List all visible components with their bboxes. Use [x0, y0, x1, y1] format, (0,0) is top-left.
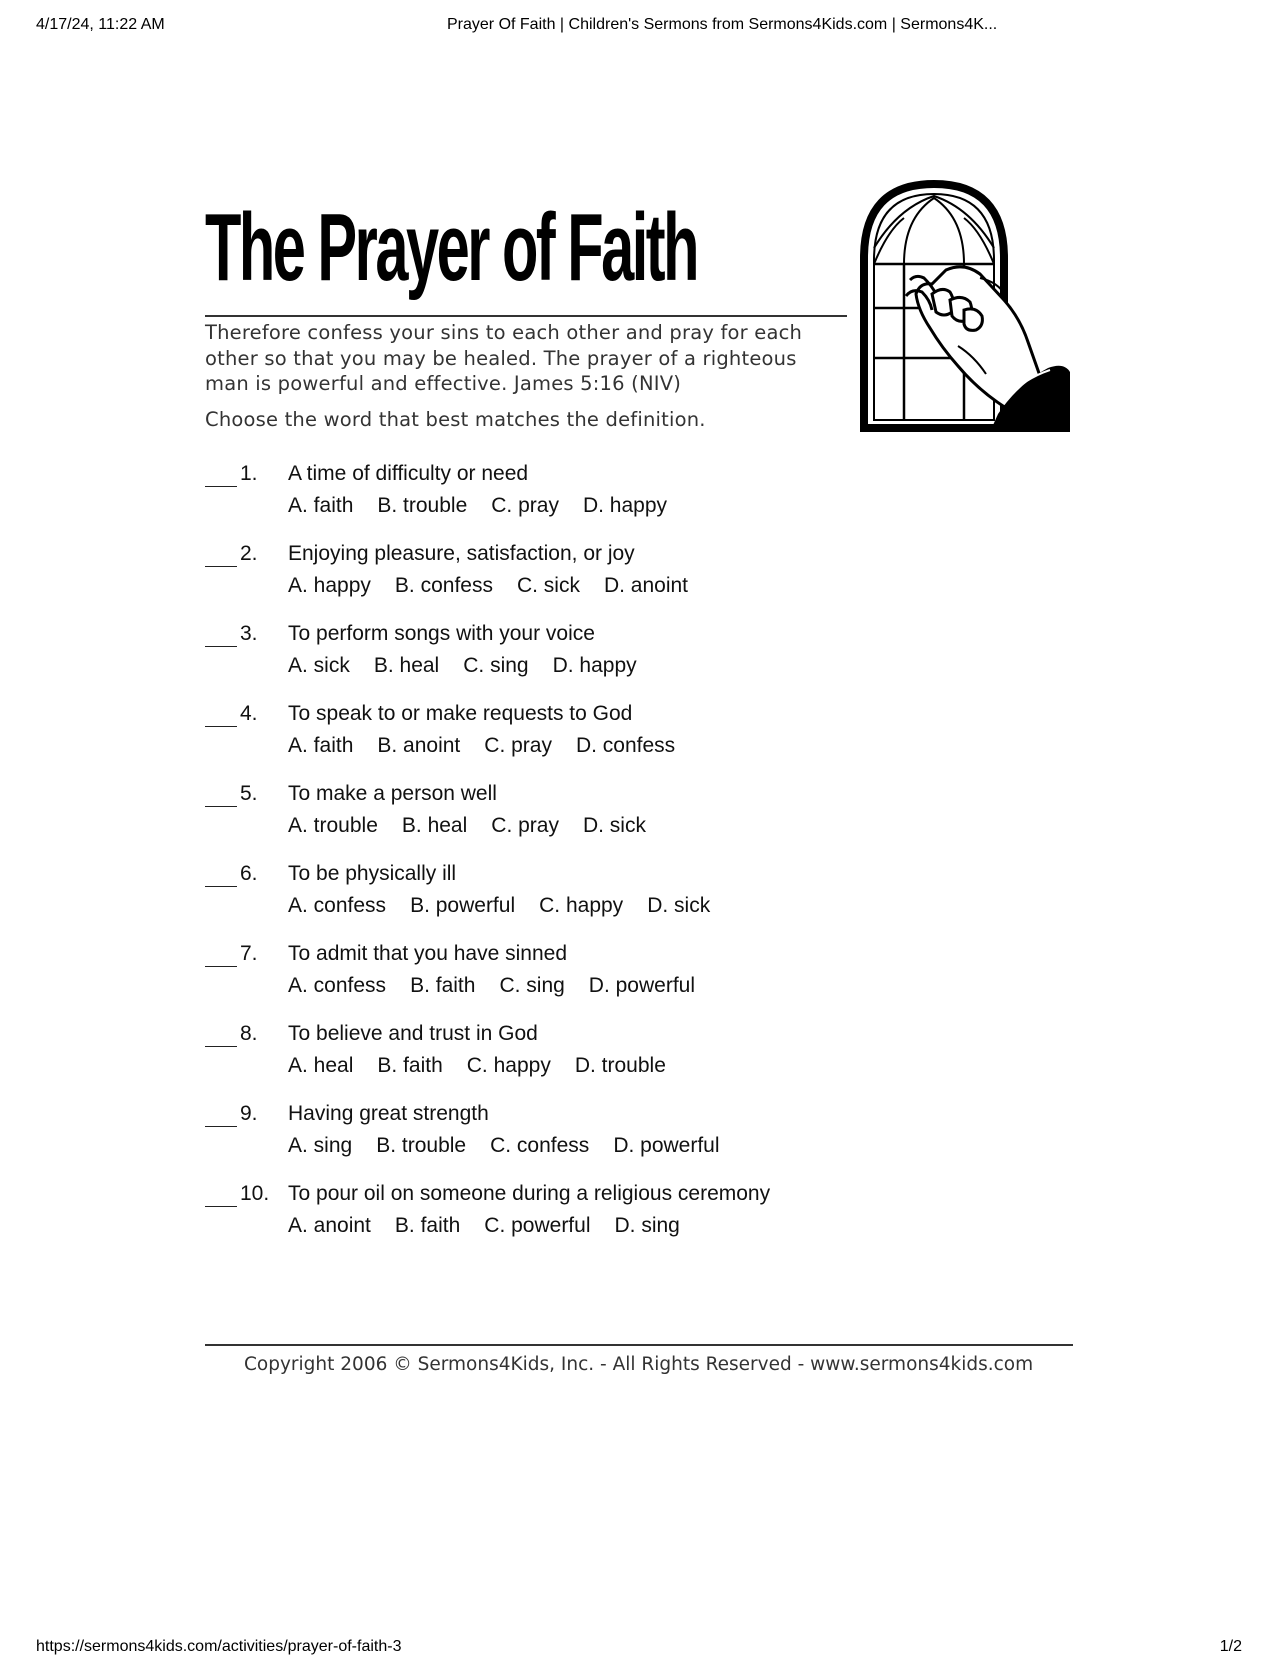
question-item: [205, 780, 905, 860]
choice-c: C. happy: [539, 894, 624, 917]
print-page-title: Prayer Of Faith | Children's Sermons from Sermons4Kids.com | Sermons4K...: [447, 16, 998, 33]
choice-c: C. powerful: [484, 1214, 591, 1237]
question-prompt: A time of difficulty or need: [288, 462, 529, 485]
question-prompt: Enjoying pleasure, satisfaction, or joy: [288, 542, 635, 565]
copyright-notice: Copyright 2006 © Sermons4Kids, Inc. - All Rights Reserved - www.sermons4kids.com: [244, 1354, 1034, 1375]
answer-choices: [288, 574, 688, 598]
page-indicator: 1/2: [1219, 1638, 1242, 1655]
answer-blank[interactable]: [205, 806, 237, 807]
answer-choices: [288, 814, 646, 838]
choice-d: D. powerful: [588, 974, 696, 997]
question-number: 3.: [240, 622, 258, 645]
worksheet-title: The Prayer of Faith: [205, 194, 697, 301]
choice-a: A. confess: [288, 894, 387, 917]
answer-blank[interactable]: [205, 966, 237, 967]
question-item: [205, 620, 905, 700]
footer-divider: [205, 1344, 1073, 1346]
answer-choices: [288, 1134, 720, 1158]
choice-d: D. anoint: [603, 574, 689, 597]
choice-a: A. sick: [288, 654, 350, 677]
question-number: 8.: [240, 1022, 258, 1045]
question-prompt: To make a person well: [288, 782, 497, 805]
choice-a: A. anoint: [288, 1214, 371, 1237]
question-prompt: To believe and trust in God: [288, 1022, 538, 1045]
choice-b: B. faith: [377, 1054, 443, 1077]
question-item: [205, 860, 905, 940]
print-datetime: 4/17/24, 11:22 AM: [36, 16, 165, 33]
question-list: [205, 460, 905, 1260]
choice-c: C. sing: [499, 974, 565, 997]
choice-b: B. powerful: [410, 894, 516, 917]
choice-a: A. sing: [288, 1134, 353, 1157]
answer-choices: [288, 1214, 680, 1238]
praying-hands-window-icon: [858, 178, 1072, 432]
answer-choices: [288, 734, 675, 758]
answer-blank[interactable]: [205, 1206, 237, 1207]
choice-a: A. faith: [288, 494, 354, 517]
title-divider: [205, 315, 847, 317]
question-item: [205, 1100, 905, 1180]
question-number: 1.: [240, 462, 258, 485]
answer-blank[interactable]: [205, 566, 237, 567]
choice-b: B. faith: [410, 974, 476, 997]
choice-d: D. sing: [614, 1214, 680, 1237]
choice-b: B. confess: [394, 574, 493, 597]
choice-d: D. happy: [582, 494, 668, 517]
choice-b: B. faith: [394, 1214, 461, 1237]
question-number: 4.: [240, 702, 258, 725]
question-number: 10.: [240, 1182, 270, 1205]
question-number: 6.: [240, 862, 258, 885]
choice-b: B. trouble: [377, 494, 468, 517]
worksheet-instructions: Choose the word that best matches the definition.: [205, 408, 706, 431]
choice-d: D. confess: [575, 734, 676, 757]
choice-d: D. happy: [552, 654, 637, 677]
question-item: [205, 700, 905, 780]
question-item: [205, 1020, 905, 1100]
answer-blank[interactable]: [205, 486, 237, 487]
choice-a: A. heal: [288, 1054, 354, 1077]
question-prompt: Having great strength: [288, 1102, 489, 1125]
choice-b: B. heal: [373, 654, 440, 677]
question-prompt: To be physically ill: [288, 862, 457, 885]
print-footer: [0, 1636, 1272, 1660]
choice-c: C. pray: [484, 734, 552, 757]
answer-blank[interactable]: [205, 1046, 237, 1047]
question-prompt: To perform songs with your voice: [288, 622, 595, 645]
answer-choices: [288, 1054, 666, 1078]
choice-a: A. trouble: [288, 814, 378, 837]
answer-choices: [288, 894, 710, 918]
print-header: [0, 14, 1272, 38]
question-number: 9.: [240, 1102, 258, 1125]
question-item: [205, 940, 905, 1020]
choice-c: C. confess: [490, 1134, 590, 1157]
answer-choices: [288, 494, 667, 518]
choice-a: A. confess: [288, 974, 387, 997]
print-url: https://sermons4kids.com/activities/prayer-of-faith-3: [36, 1638, 402, 1655]
answer-choices: [288, 654, 637, 678]
choice-b: B. anoint: [377, 734, 461, 757]
choice-b: B. trouble: [376, 1134, 467, 1157]
choice-d: D. sick: [582, 814, 646, 837]
answer-blank[interactable]: [205, 646, 237, 647]
question-prompt: To speak to or make requests to God: [288, 702, 633, 725]
answer-blank[interactable]: [205, 726, 237, 727]
scripture-verse: Therefore confess your sins to each other and pray for each other so that you may be healed. The prayer of a righteous man is powerful and effective. James 5:16 (NIV): [205, 321, 803, 395]
question-number: 2.: [240, 542, 258, 565]
choice-a: A. faith: [288, 734, 354, 757]
choice-d: D. trouble: [574, 1054, 666, 1077]
question-prompt: To admit that you have sinned: [288, 942, 568, 965]
choice-c: C. pray: [491, 494, 559, 517]
answer-blank[interactable]: [205, 886, 237, 887]
choice-c: C. happy: [466, 1054, 551, 1077]
choice-b: B. heal: [401, 814, 468, 837]
question-prompt: To pour oil on someone during a religious ceremony: [288, 1182, 771, 1205]
choice-c: C. sick: [516, 574, 580, 597]
choice-d: D. sick: [647, 894, 711, 917]
question-item: [205, 1180, 905, 1260]
choice-d: D. powerful: [613, 1134, 720, 1157]
question-number: 7.: [240, 942, 258, 965]
question-number: 5.: [240, 782, 258, 805]
choice-c: C. sing: [463, 654, 529, 677]
answer-choices: [288, 974, 695, 998]
question-item: [205, 460, 905, 540]
answer-blank[interactable]: [205, 1126, 237, 1127]
choice-a: A. happy: [288, 574, 371, 597]
choice-c: C. pray: [491, 814, 559, 837]
question-item: [205, 540, 905, 620]
